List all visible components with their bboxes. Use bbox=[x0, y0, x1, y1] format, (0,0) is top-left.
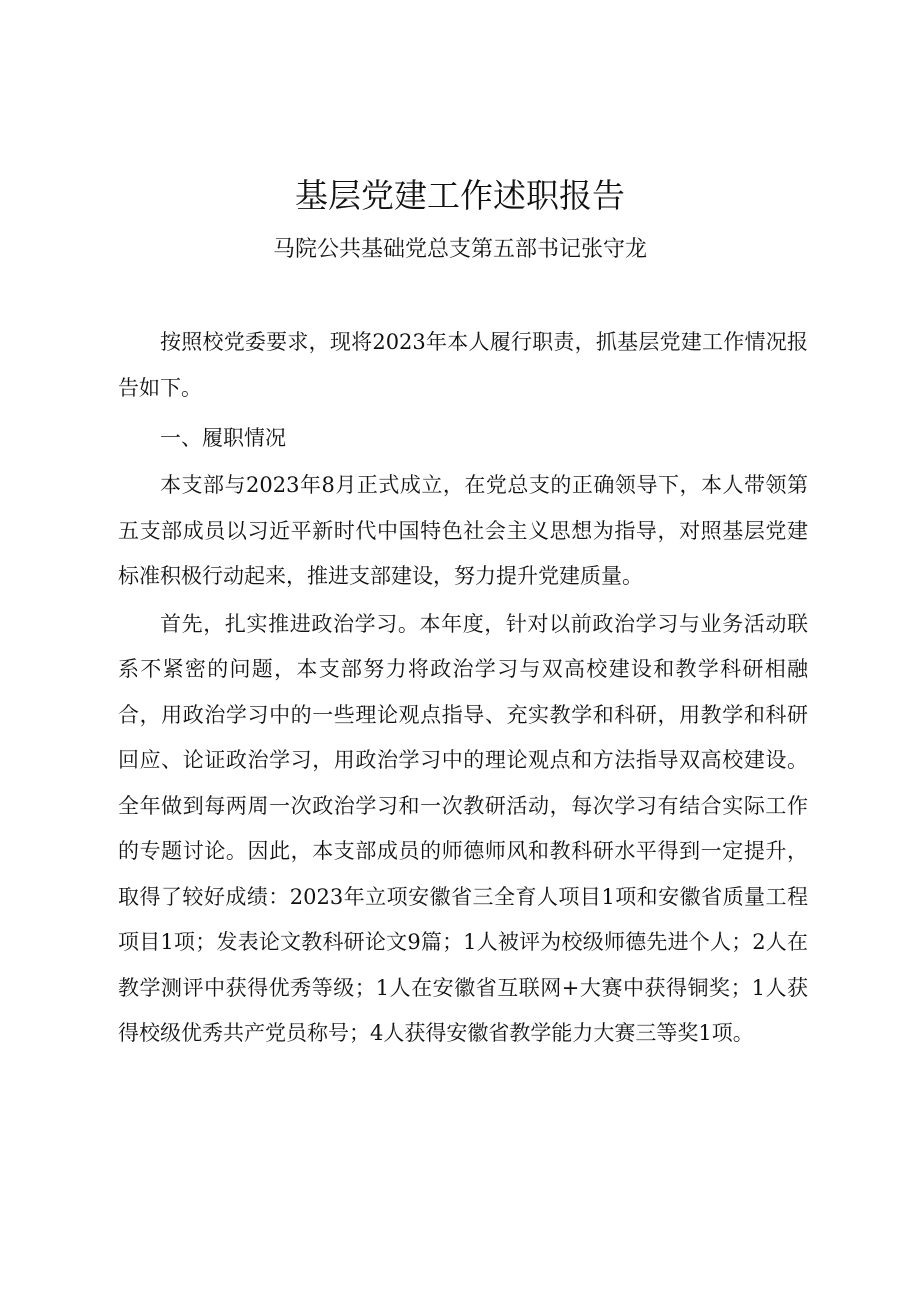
document-title: 基层党建工作述职报告 bbox=[295, 176, 625, 215]
section-heading: 一、履职情况 bbox=[160, 426, 286, 450]
document-body bbox=[118, 320, 808, 1057]
intro-paragraph: 按照校党委要求，现将2023年本人履行职责，抓基层党建工作情况报告如下。 bbox=[118, 330, 808, 400]
document-subtitle: 马院公共基础党总支第五部书记张守龙 bbox=[272, 237, 647, 262]
body-paragraph-1: 本支部与2023年8月正式成立，在党总支的正确领导下，本人带领第五支部成员以习近平新时代中国特色社会主义思想为指导，对照基层党建标准积极行动起来，推进支部建设，努力提升党建质量。 bbox=[118, 473, 808, 588]
body-paragraph-2: 首先，扎实推进政治学习。本年度，针对以前政治学习与业务活动联系不紧密的问题，本支部努力将政治学习与双高校建设和教学科研相融合，用政治学习中的一些理论观点指导、充实教学和科研，用教学和科研回应、论证政治学习，用政治学习中的理论观点和方法指导双高校建设。全年做到每两周一次政治学习和一次教研活动，每次学习有结合实际工作的专题讨论。因此，本支部成员的师德师风和教科研水平得到一定提升，取得了较好成绩：2023年立项安徽省三全育人项目1项和安徽省质量工程项目1项；发表论文教科研论文9篇；1人被评为校级师德先进个人；2人在教学测评中获得优秀等级；1人在安徽省互联网+大赛中获得铜奖；1人获得校级优秀共产党员称号；4人获得安徽省教学能力大赛三等奖1项。 bbox=[118, 611, 808, 1045]
